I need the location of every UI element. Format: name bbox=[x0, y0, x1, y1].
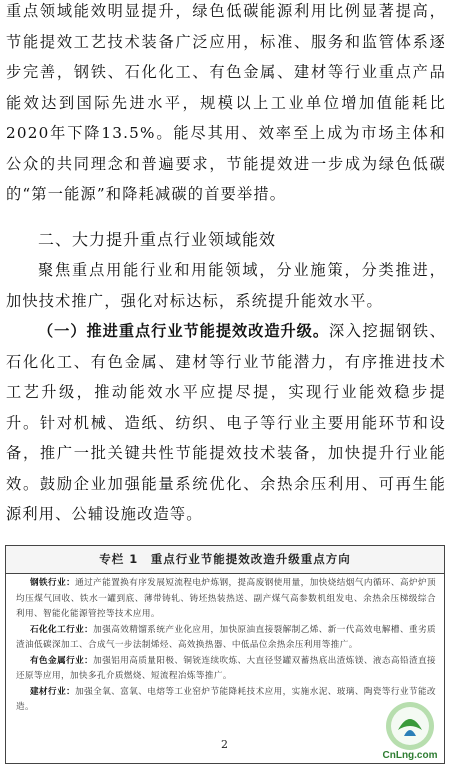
box-item-text: 加强高效精馏系统产业化应用，加快原油直接裂解制乙烯、新一代高效电解槽、重劣质渣油低碳深加工、合成气一步法制烯烃、高效换热器、中低品位余热余压利用等推广。 bbox=[16, 624, 437, 650]
subsection-lead: （一）推进重点行业节能提效改造升级。 bbox=[38, 322, 329, 340]
box-item-label: 钢铁行业： bbox=[30, 578, 76, 588]
box-item-nonferrous bbox=[6, 654, 444, 685]
body-paragraph-3 bbox=[6, 316, 446, 530]
page-number: 2 bbox=[221, 738, 228, 751]
cnlng-logo bbox=[376, 700, 444, 762]
box-item-label: 有色金属行业： bbox=[30, 655, 94, 666]
body-paragraph-2: 聚焦重点用能行业和用能领域，分业施策，分类推进，加快技术推广，强化对标达标，系统提升能效水平。 bbox=[6, 261, 446, 310]
box-title: 专栏 1 重点行业节能提效改造升级重点方向 bbox=[6, 546, 444, 574]
box-item-petrochemical bbox=[6, 623, 444, 654]
subsection-body: 深入挖掘钢铁、石化化工、有色金属、建材等行业节能潜力，有序推进技术工艺升级，推动能效水平应提尽提，实现行业能效稳步提升。针对机械、造纸、纺织、电子等行业主要用能环节和设备，推广一批关键共性节能提效技术装备，加快提升行业能效。鼓励企业加强能量系统优化、余热余压利用、可再生能源利用、公辅设施改造等。 bbox=[6, 322, 446, 523]
body-paragraph-1: 重点领域能效明显提升，绿色低碳能源利用比例显著提高，节能提效工艺技术装备广泛应用，标准、服务和监管体系逐步完善，钢铁、石化化工、有色金属、建材等行业重点产品能效达到国际先进水平，规模以上工业单位增加值能耗比2020年下降13.5%。能尽其用、效率至上成为市场主体和公众的共同理念和普遍要求，节能提效进一步成为绿色低碳的“第一能源”和降耗减碳的首要举措。 bbox=[6, 2, 446, 203]
box-item-label: 石化化工行业： bbox=[30, 624, 94, 635]
svg-text:CnLng.com: CnLng.com bbox=[382, 750, 438, 761]
box-item-steel bbox=[6, 576, 444, 623]
box-item-text: 加强铝用高质量阳极、铜铳连续吹炼、大直径竖罐双蓄热底出渣炼镁、液态高铅渣直接还原等应用，加快多孔介质燃烧、短流程冶炼等推广。 bbox=[16, 655, 437, 681]
box-item-label: 建材行业： bbox=[30, 686, 76, 697]
box-item-text: 通过产能置换有序发展短流程电炉炼钢，提高废钢使用量，加快烧结烟气内循环、高炉炉顶均压煤气回收、铁水一罐到底、薄带铸轧、铸坯热装热送、副产煤气高参数机组发电、余热余压梯级综合利用、智能化能源管控等技术应用。 bbox=[16, 578, 436, 619]
box-item-text: 加强全氧、富氧、电熔等工业窑炉节能降耗技术应用，实施水泥、玻璃、陶瓷等行业节能改造。 bbox=[16, 686, 436, 712]
section-heading: 二、大力提升重点行业领域能效 bbox=[38, 230, 277, 249]
